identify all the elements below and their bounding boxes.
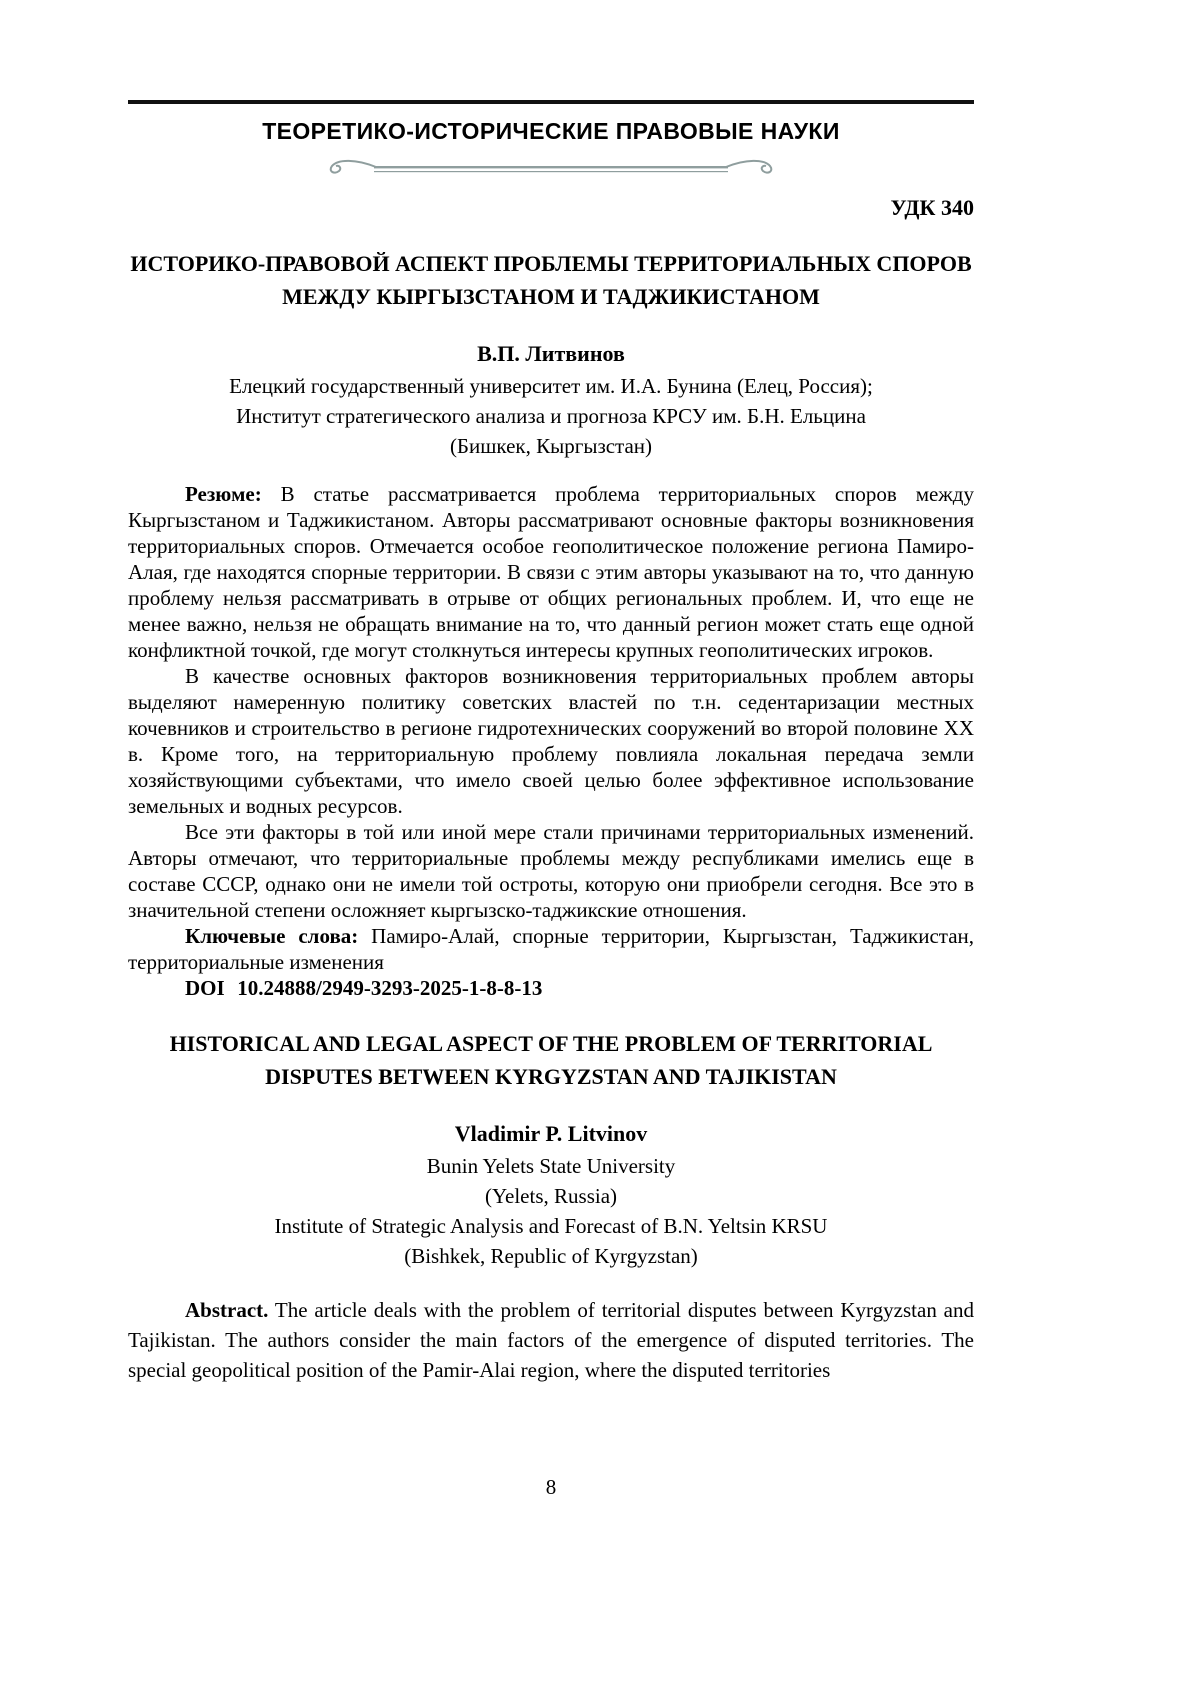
affiliation-line: (Yelets, Russia)	[484, 1184, 618, 1208]
keywords-paragraph	[128, 923, 974, 975]
affiliation-line: Bunin Yelets State University	[426, 1154, 676, 1178]
author-en: Vladimir P. Litvinov	[454, 1121, 648, 1146]
resume-text: В статье рассматривается проблема территориальных споров между Кыргызстаном и Таджикистаном. Авторы рассматривают основные факторы возникновения территориальных споров. Отмечается особое геополитическое положение региона Памиро-Алая, где находятся спорные территории. В связи с этим авторы указывают на то, что данную проблему нельзя рассматривать в отрыве от общих региональных проблем. И, что еще не менее важно, нельзя не обращать внимание на то, что данный регион может стать еще одной конфликтной точкой, где могут столкнуться интересы крупных геополитических игроков.	[128, 482, 974, 662]
article-title-ru: ИСТОРИКО-ПРАВОВОЙ АСПЕКТ ПРОБЛЕМЫ ТЕРРИТОРИАЛЬНЫХ СПОРОВ МЕЖДУ КЫРГЫЗСТАНОМ И ТАДЖИКИСТАНОМ	[130, 251, 972, 309]
abstract-block	[128, 1295, 974, 1385]
body-paragraph: Все эти факторы в той или иной мере стали причинами территориальных изменений. Авторы отмечают, что территориальные проблемы между республиками имелись еще в составе СССР, однако они не имели той остроты, которую они приобрели сегодня. Все это в значительной степени осложняет кыргызско-таджикские отношения.	[128, 820, 974, 922]
article-title-en: HISTORICAL AND LEGAL ASPECT OF THE PROBLEM OF TERRITORIAL DISPUTES BETWEEN KYRGYZSTAN AND TAJIKISTAN	[169, 1031, 933, 1089]
affiliations-ru	[128, 371, 974, 461]
body-paragraph: В качестве основных факторов возникновения территориальных проблем авторы выделяют намеренную политику советских властей по т.н. седентаризации местных кочевников и строительство в регионе гидротехнических сооружений во второй половине XX в. Кроме того, на территориальную проблему повлияла локальная передача земли хозяйствующими субъектами, что имело своей целью более эффективное использование земельных и водных ресурсов.	[128, 664, 974, 818]
affiliation-line: (Bishkek, Republic of Kyrgyzstan)	[404, 1244, 698, 1268]
keywords-text: Памиро-Алай, спорные территории, Кыргызстан, Таджикистан, территориальные изменения	[128, 924, 975, 974]
affiliation-line: Елецкий государственный университет им. И.А. Бунина (Елец, Россия);	[229, 374, 873, 398]
doi-label: DOI	[185, 976, 225, 1000]
top-rule	[128, 100, 974, 104]
doi-line	[128, 975, 974, 1001]
ornament-divider	[128, 157, 974, 183]
keywords-label: Ключевые слова:	[185, 924, 359, 948]
udk-number: УДК 340	[890, 195, 974, 220]
flourish-divider-icon	[316, 157, 786, 183]
resume-block	[128, 481, 974, 1001]
section-header: ТЕОРЕТИКО-ИСТОРИЧЕСКИЕ ПРАВОВЫЕ НАУКИ	[262, 118, 840, 144]
affiliation-line: (Бишкек, Кыргызстан)	[449, 434, 653, 458]
affiliation-line: Институт стратегического анализа и прогноза КРСУ им. Б.Н. Ельцина	[236, 404, 866, 428]
abstract-text: The article deals with the problem of territorial disputes between Kyrgyzstan and Tajikistan. The authors consider the main factors of the emergence of disputed territories. The special geopolitical position of the Pamir-Alai region, where the disputed territories	[128, 1298, 975, 1382]
page-number: 8	[545, 1475, 557, 1499]
affiliations-en	[128, 1151, 974, 1271]
abstract-label: Abstract.	[185, 1298, 269, 1322]
resume-paragraph	[128, 481, 974, 663]
resume-label: Резюме:	[185, 482, 262, 506]
author-ru: В.П. Литвинов	[477, 341, 625, 366]
affiliation-line: Institute of Strategic Analysis and Forecast of B.N. Yeltsin KRSU	[274, 1214, 828, 1238]
doi-value: 10.24888/2949-3293-2025-1-8-8-13	[237, 976, 543, 1000]
abstract-paragraph	[128, 1295, 974, 1385]
